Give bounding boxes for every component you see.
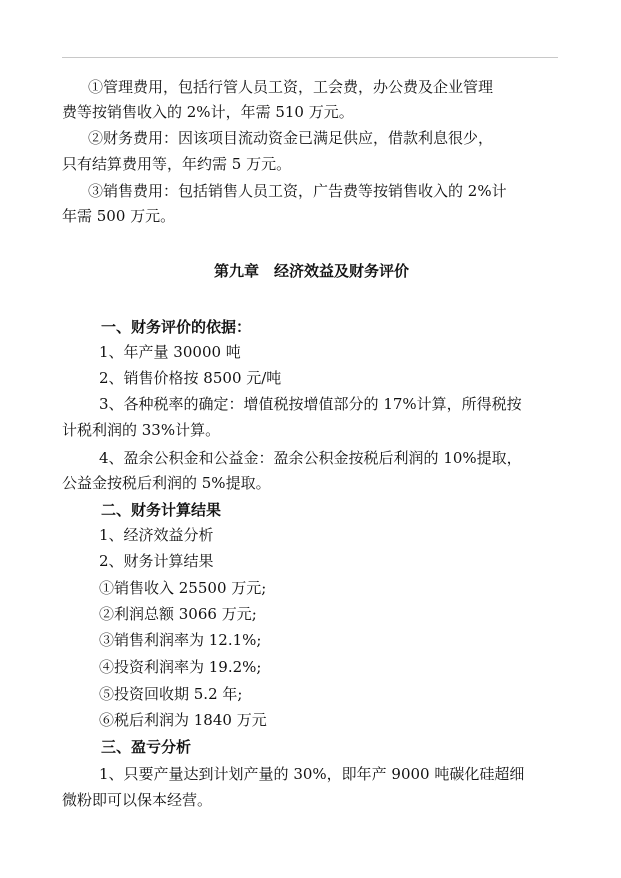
- result-total-profit: ②利润总额 3066 万元;: [99, 605, 257, 623]
- section3-item-1-line-2: 微粉即可以保本经营。: [62, 791, 213, 809]
- section3-heading: 三、盈亏分析: [101, 738, 192, 756]
- section1-item-3-line-2: 计税利润的 33%计算。: [62, 421, 221, 439]
- sales-fee-line-2: 年需 500 万元。: [62, 207, 176, 225]
- result-sales-revenue: ①销售收入 25500 万元;: [99, 579, 267, 597]
- header-rule: [62, 57, 558, 58]
- section1-heading: 一、财务评价的依据：: [101, 318, 252, 336]
- section1-item-4-line-2: 公益金按税后利润的 5%提取。: [62, 474, 271, 492]
- result-payback-period: ⑤投资回收期 5.2 年;: [99, 685, 243, 703]
- sales-fee-line-1: ③销售费用：包括销售人员工资，广告费等按销售收入的 2%计: [88, 182, 507, 200]
- result-sales-profit-rate: ③销售利润率为 12.1%;: [99, 631, 262, 649]
- section1-item-2: 2、销售价格按 8500 元/吨: [99, 369, 282, 387]
- chapter-title: 第九章 经济效益及财务评价: [214, 262, 410, 280]
- mgmt-fee-line-1: ①管理费用，包括行管人员工资，工会费，办公费及企业管理: [88, 78, 494, 96]
- section3-item-1-line-1: 1、只要产量达到计划产量的 30%，即年产 9000 吨碳化硅超细: [99, 765, 525, 783]
- section2-item-1: 1、经济效益分析: [99, 526, 214, 544]
- result-after-tax-profit: ⑥税后利润为 1840 万元: [99, 711, 267, 729]
- section1-item-1: 1、年产量 30000 吨: [99, 343, 241, 361]
- mgmt-fee-line-2: 费等按销售收入的 2%计，年需 510 万元。: [62, 103, 354, 121]
- section2-item-2: 2、财务计算结果: [99, 552, 214, 570]
- section1-item-3-line-1: 3、各种税率的确定：增值税按增值部分的 17%计算，所得税按: [99, 395, 522, 413]
- result-investment-profit-rate: ④投资利润率为 19.2%;: [99, 658, 262, 676]
- section2-heading: 二、财务计算结果: [101, 501, 222, 519]
- finance-fee-line-2: 只有结算费用等，年约需 5 万元。: [62, 155, 292, 173]
- section1-item-4-line-1: 4、盈余公积金和公益金：盈余公积金按税后利润的 10%提取，: [99, 449, 522, 467]
- finance-fee-line-1: ②财务费用：因该项目流动资金已满足供应，借款利息很少，: [88, 129, 494, 147]
